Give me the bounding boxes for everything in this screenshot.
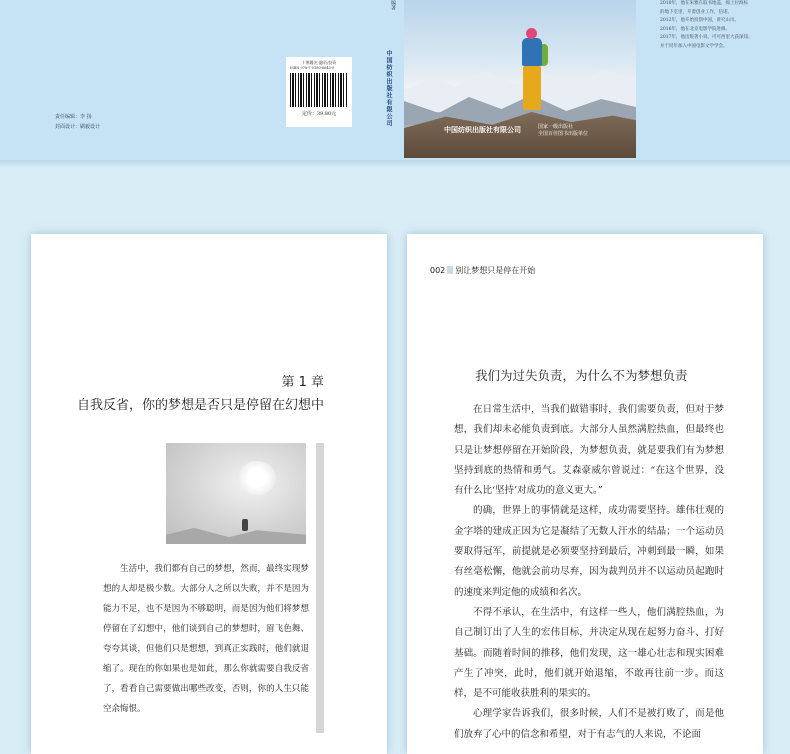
bio-line: 2017年，他出版著小说，可可西里大获深知。 [660, 35, 753, 40]
body-paragraph: 在日常生活中，当我们做错事时，我们需要负责，但对于梦想，我们却未必能负责到底。大部分人虽然满腔热血，但最终也只是让梦想停留在开始阶段，为梦想负责，就是要我们有为梦想坚持到底的热情和勇气。艾森豪威尔曾说过：“在这个世界，没有什么比‘坚持’对成功的意义更大。” [454, 404, 724, 497]
hiker-hat [526, 28, 537, 39]
hiker [522, 38, 542, 66]
isbn-number: ISBN 978-7-5180-6645-0 [290, 66, 335, 70]
cover-tagline [538, 124, 588, 138]
running-head-mark [447, 266, 453, 274]
section-title: 我们为过失负责，为什么不为梦想负责 [475, 368, 688, 383]
balloon-cluster [238, 461, 276, 495]
girl-figure [242, 519, 248, 531]
chapter-title: 自我反省，你的梦想是否只是停留在幻想中 [76, 398, 324, 413]
barcode-header: 十堰曝光·融资/投资 [301, 60, 337, 65]
hiker-pants [523, 66, 541, 110]
designer-line: 封面设计：刷毅设计 [55, 124, 101, 130]
bio-line: 2012年，他开始投创中国，讲究山川。 [660, 18, 739, 23]
back-cover-credits [55, 112, 100, 132]
left-page [31, 234, 387, 754]
chapter-number: 第 1 章 [281, 375, 324, 390]
book-price: 定价：39.80元 [301, 111, 337, 117]
bio-line: 2016年，他在北京电影学院进修。 [660, 26, 730, 32]
body-text [454, 400, 724, 745]
cover-shadow-strip [0, 160, 790, 168]
spine-author: 编著 [390, 0, 396, 10]
spine-publisher-text: 中国纺织出版社有限公司 [385, 50, 392, 127]
book-title-header: 别让梦想只是停在开始 [455, 266, 536, 275]
tagline-2: 全国百佳图书出版单位 [538, 131, 589, 137]
editor-line: 责任编辑：李 扬 [55, 114, 92, 120]
isbn-barcode [286, 57, 352, 127]
spine-publisher [384, 50, 398, 150]
page-number: 002 [430, 266, 446, 275]
bio-line: 2010年，他在朱雅在取书地盖，绵上拉海标 [660, 1, 748, 6]
body-paragraph: 不得不承认，在生活中，有这样一些人，他们满腔热血，为自己制订出了人生的宏伟目标，并决定从现在起努力奋斗、打好基础。而随着时间的推移，他们发现，这一雄心壮志和现实困难产生了冲突，此时，他们就开始退缩，不敢再往前一步。而这样，是不可能收获胜利的果实的。 [454, 606, 724, 700]
bio-line: 并于同年加入中国电影文学学会。 [660, 43, 728, 49]
chapter-intro [103, 559, 309, 719]
decorative-bar [316, 443, 324, 733]
cover-publisher: 中国纺织出版社有限公司 [444, 125, 521, 134]
author-bio [660, 0, 790, 51]
running-head [430, 265, 535, 276]
bio-line: 的地下室里，开着创业工作，信诺。 [660, 9, 732, 15]
intro-paragraph: 生活中，我们都有自己的梦想，然而，最终实现梦想的人却是极少数。大部分人之所以失败，并不是因为能力不足，也不是因为不够聪明，而是因为他们将梦想停留在了幻想中，他们谈到自己的梦想时，眉飞色舞、夸夸其谈，但他们只是想想，到真正实践时，他们就退缩了。现在的你如果也是如此，那么你就需要自我反省了，看看自己需要做出哪些改变，否则，你的人生只能空余悔恨。 [103, 564, 309, 714]
cloud-ground [166, 521, 306, 544]
body-paragraph: 心理学家告诉我们，很多时候，人们不是被打败了，而是他们放弃了心中的信念和希望，对于有志气的人来说，不论面 [454, 708, 724, 740]
tagline-1: 国家一级出版社 [538, 124, 574, 130]
barcode-bars [290, 73, 348, 107]
rocky-summit [404, 112, 636, 158]
right-page [407, 234, 763, 754]
body-paragraph: 的确，世界上的事情就是这样，成功需要坚持。雄伟壮观的金字塔的建成正因为它是凝结了无数人汗水的结晶；一个运动员要取得冠军，前提就是必须要坚持到最后，冲刺到最一瞬，如果有丝毫松懈，他就会前功尽弃，因为裁判员并不以运动员起跑时的速度来判定他的成绩和名次。 [454, 505, 724, 598]
balloon-girl-illustration [166, 443, 306, 544]
